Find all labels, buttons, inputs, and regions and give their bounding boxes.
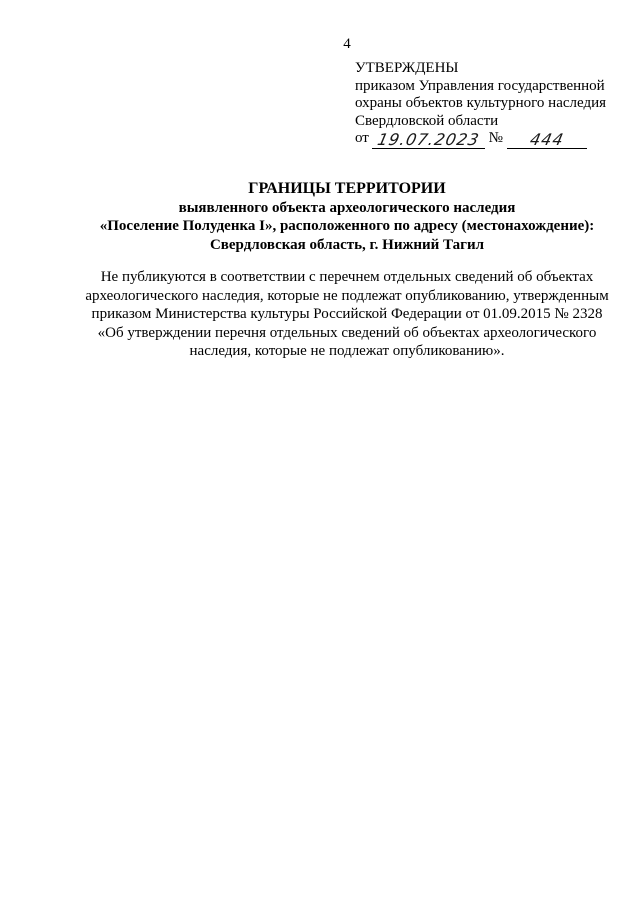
approval-line-2: охраны объектов культурного наследия: [355, 95, 607, 111]
number-prefix: №: [488, 130, 503, 146]
page-number: 4: [343, 36, 351, 52]
body-paragraph: [60, 268, 634, 361]
title-main: ГРАНИЦЫ ТЕРРИТОРИИ: [248, 180, 446, 197]
approval-heading: УТВЕРЖДЕНЫ: [355, 60, 459, 76]
title-line-4: Свердловская область, г. Нижний Тагил: [209, 236, 485, 253]
approval-date-line: [355, 130, 635, 150]
approval-line-1: приказом Управления государственной: [355, 77, 605, 94]
number-field: [507, 130, 587, 149]
body-line-3: приказом Министерства культуры Российской Федерации от 01.09.2015 № 2328: [91, 306, 603, 322]
body-line-5: наследия, которые не подлежат опубликованию».: [189, 343, 505, 359]
approval-line-3: Свердловской области: [355, 112, 499, 129]
body-line-2: археологического наследия, которые не подлежат опубликованию, утвержденным: [85, 287, 609, 304]
approval-stamp: [355, 60, 635, 150]
document-title: [0, 180, 640, 254]
handwritten-number: 444: [528, 130, 566, 149]
body-line-4: «Об утверждении перечня отдельных сведений об объектах археологического: [97, 324, 597, 341]
title-line-3: «Поселение Полуденка I», расположенного по адресу (местонахождение):: [99, 218, 595, 234]
body-line-1: Не публикуются в соответствии с перечнем отдельных сведений об объектах: [100, 269, 594, 285]
date-prefix: от: [355, 130, 369, 146]
handwritten-date: 19.07.2023: [375, 130, 482, 149]
title-line-2: выявленного объекта археологического наследия: [178, 199, 516, 216]
date-field: [372, 130, 485, 149]
